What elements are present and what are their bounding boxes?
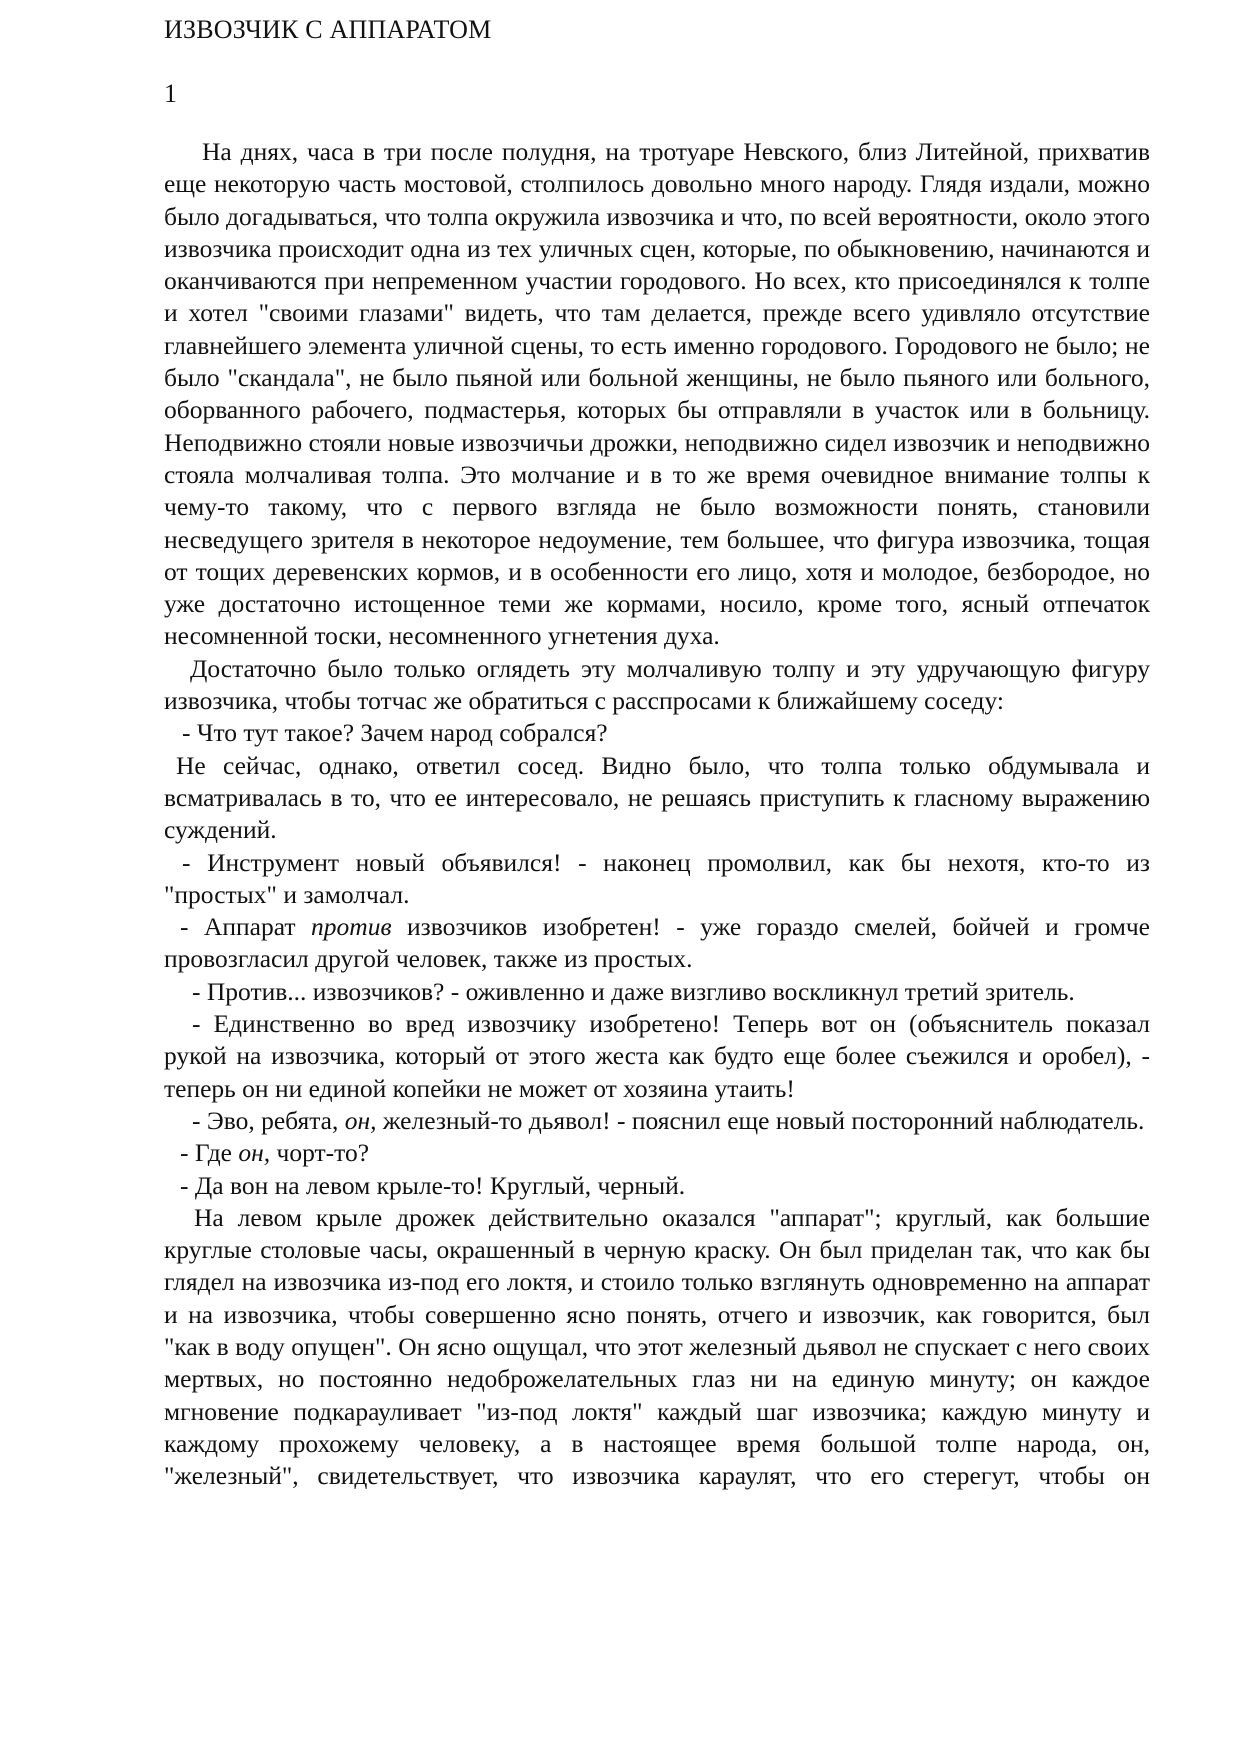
italic-text: он, xyxy=(344,1105,377,1135)
text-span: извозчиков изобретен! - уже гораздо смелей, бойчей и громче провозгласил другой человек, также из простых. xyxy=(164,912,1150,974)
text-span: - Эво, ребята, xyxy=(192,1105,345,1135)
chapter-number: 1 xyxy=(164,79,177,108)
text-span: железный-то дьявол! - пояснил еще новый посторонний наблюдатель. xyxy=(376,1105,1145,1135)
story-title: ИЗВОЗЧИК С АППАРАТОМ xyxy=(164,15,492,44)
italic-text: он, xyxy=(238,1138,271,1168)
dialogue-line xyxy=(164,1105,1150,1137)
text-span: - Аппарат xyxy=(180,912,312,942)
text-span: - Где xyxy=(180,1138,239,1168)
paragraph: Не сейчас, однако, ответил сосед. Видно было, что толпа только обдумывала и всматривалась в то, что ее интересовало, не решаясь приступить к гласному выражению суждений. xyxy=(164,750,1150,845)
paragraph: На днях, часа в три после полудня, на тротуаре Невского, близ Литейной, прихватив еще некоторую часть мостовой, столпилось довольно много народу. Глядя издали, можно было догадываться, что толпа окружила извозчика и что, по всей вероятности, около этого извозчика происходит одна из тех уличных сцен, которые, по обыкновению, начинаются и оканчиваются при непременном участии городового. Но всех, кто присоединялся к толпе и хотел "своими глазами" видеть, что там делается, прежде всего удивляло отсутствие главнейшего элемента уличной сцены, то есть именно городового. Городового не было; не было "скандала", не было пьяной или больной женщины, не было пьяного или больного, оборванного рабочего, подмастерья, которых бы отправляли в участок или в больницу. Неподвижно стояли новые извозчичьи дрожки, неподвижно сидел извозчик и неподвижно стояла молчаливая толпа. Это молчание и в то же время очевидное внимание толпы к чему-то такому, что с первого взгляда не было возможности понять, становили несведущего зрителя в некоторое недоумение, тем большее, что фигура извозчика, тощая от тощих деревенских кормов, и в особенности его лицо, хотя и молодое, безбородое, но уже достаточно истощенное теми же кормами, носило, кроме того, ясный отпечаток несомненной тоски, несомненного угнетения духа. xyxy=(164,137,1150,651)
story-body xyxy=(164,136,1150,1492)
paragraph: На левом крыле дрожек действительно оказался "аппарат"; круглый, как большие круглые столовые часы, окрашенный в черную краску. Он был приделан так, что как бы глядел на извозчика из-под его локтя, и стоило только взглянуть одновременно на аппарат и на извозчика, чтобы совершенно ясно понять, отчего и извозчик, как говорится, был "как в воду опущен". Он ясно ощущал, что этот железный дьявол не спускает с него своих мертвых, но постоянно недоброжелательных глаз ни на единую минуту; он каждое мгновение подкарауливает "из-под локтя" каждый шаг извозчика; каждую минуту и каждому прохожему человеку, а в настоящее время большой толпе народа, он, "железный", свидетельствует, что извозчика караулят, что его стерегут, чтобы он xyxy=(164,1202,1150,1491)
dialogue-line xyxy=(164,1137,1150,1169)
dialogue-line: - Инструмент новый объявился! - наконец промолвил, как бы нехотя, кто-то из "простых" и замолчал. xyxy=(164,847,1150,909)
italic-text: против xyxy=(311,912,392,942)
paragraph: Достаточно было только оглядеть эту молчаливую толпу и эту удручающую фигуру извозчика, чтобы тотчас же обратиться с расспросами к ближайшему соседу: xyxy=(164,653,1150,716)
dialogue-line: - Единственно во вред извозчику изобретено! Теперь вот он (объяснитель показал рукой на извозчика, который от этого жеста как будто еще более съежился и оробел), - теперь он ни единой копейки не может от хозяина утаить! xyxy=(164,1009,1150,1103)
dialogue-line: - Против... извозчиков? - оживленно и даже визгливо воскликнул третий зритель. xyxy=(192,976,1075,1006)
dialogue-line: - Да вон на левом крыле-то! Круглый, черный. xyxy=(180,1170,686,1200)
dialogue-line: - Что тут такое? Зачем народ собрался? xyxy=(182,718,608,748)
text-span: чорт-то? xyxy=(270,1138,370,1168)
dialogue-line xyxy=(164,911,1150,976)
